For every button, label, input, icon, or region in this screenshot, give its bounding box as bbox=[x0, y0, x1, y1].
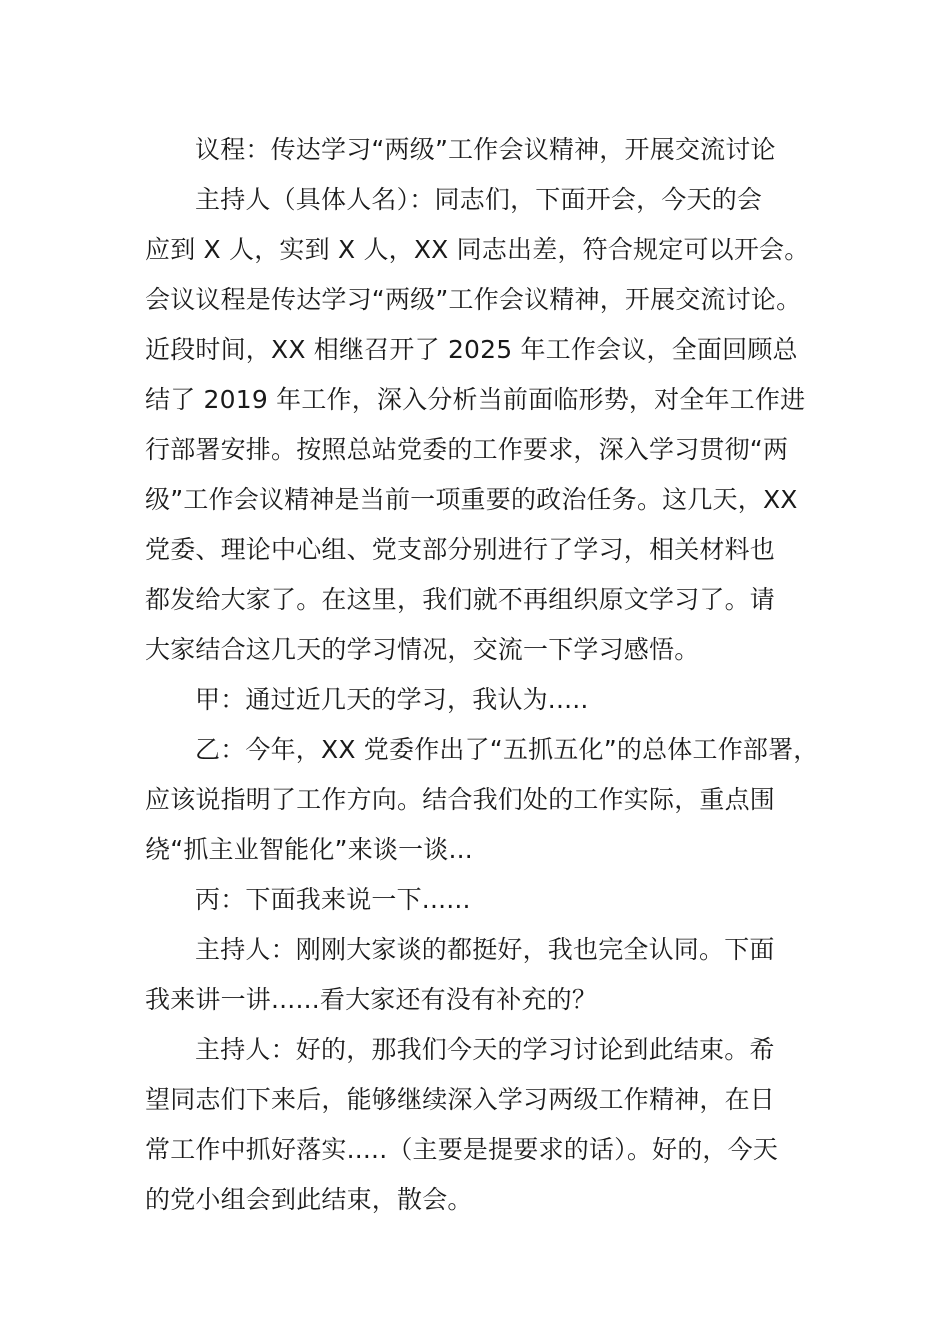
host-opening-line-3: 会议议程是传达学习“两级”工作会议精神，开展交流讨论。 bbox=[145, 285, 802, 314]
host-opening-line-10: 大家结合这几天的学习情况，交流一下学习感悟。 bbox=[145, 635, 700, 664]
host-closing-line-2: 望同志们下来后，能够继续深入学习两级工作精神，在日 bbox=[145, 1085, 776, 1114]
host-closing-line-3: 常工作中抓好落实.....（主要是提要求的话）。好的，今天 bbox=[145, 1135, 779, 1164]
host-opening-line-2: 应到 X 人，实到 X 人，XX 同志出差，符合规定可以开会。 bbox=[145, 235, 810, 264]
host-opening-line-7: 级”工作会议精神是当前一项重要的政治任务。这几天，XX bbox=[145, 485, 798, 514]
host-opening-line-4: 近段时间，XX 相继召开了 2025 年工作会议，全面回顾总 bbox=[145, 335, 798, 364]
speaker-bing-line: 丙：下面我来说一下...... bbox=[195, 885, 471, 914]
speaker-yi-line-2: 应该说指明了工作方向。结合我们处的工作实际，重点围 bbox=[145, 785, 776, 814]
host-opening-line-8: 党委、理论中心组、党支部分别进行了学习，相关材料也 bbox=[145, 535, 776, 564]
host-opening-line-5: 结了 2019 年工作，深入分析当前面临形势，对全年工作进 bbox=[145, 385, 806, 414]
host-opening-line-9: 都发给大家了。在这里，我们就不再组织原文学习了。请 bbox=[145, 585, 776, 614]
host-summary-line-2: 我来讲一讲......看大家还有没有补充的？ bbox=[145, 985, 598, 1014]
host-opening-line-1: 主持人（具体人名）：同志们，下面开会，今天的会 bbox=[195, 185, 763, 214]
speaker-yi-line-1: 乙：今年，XX 党委作出了“五抓五化”的总体工作部署， bbox=[195, 735, 819, 764]
speaker-jia-line: 甲：通过近几天的学习，我认为..... bbox=[195, 685, 589, 714]
agenda-line: 议程：传达学习“两级”工作会议精神，开展交流讨论 bbox=[195, 135, 776, 164]
host-summary-line-1: 主持人：刚刚大家谈的都挺好，我也完全认同。下面 bbox=[195, 935, 775, 964]
host-closing-line-4: 的党小组会到此结束，散会。 bbox=[145, 1185, 473, 1214]
host-closing-line-1: 主持人：好的，那我们今天的学习讨论到此结束。希 bbox=[195, 1035, 775, 1064]
host-opening-line-6: 行部署安排。按照总站党委的工作要求，深入学习贯彻“两 bbox=[145, 435, 789, 464]
speaker-yi-line-3: 绕“抓主业智能化”来谈一谈... bbox=[145, 835, 473, 864]
